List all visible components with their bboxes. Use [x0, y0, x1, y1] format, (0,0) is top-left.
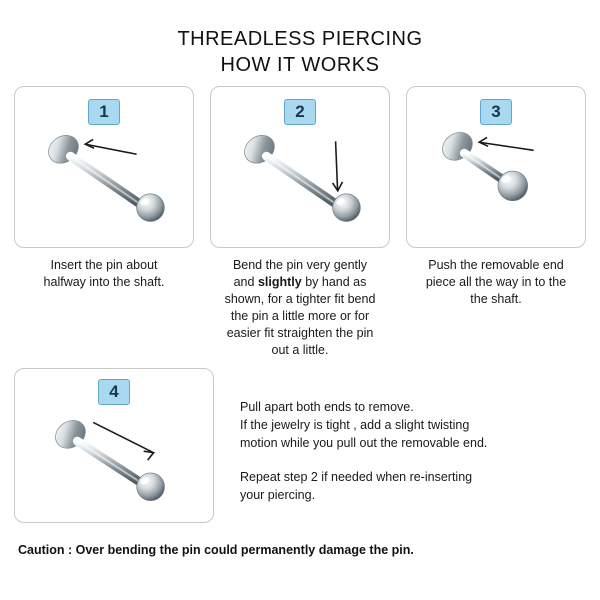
step-4-p2-line-2: your piercing. [240, 488, 316, 502]
step-2-caption-line-1: Bend the pin very gently [232, 258, 368, 272]
page-title-line-1: THREADLESS PIERCING [177, 28, 423, 50]
step-2-caption-bold: slightly [257, 275, 302, 289]
step-4-section [14, 368, 586, 523]
step-3-illustration [407, 87, 585, 247]
step-3-caption-line-2: piece all the way in to the [425, 275, 567, 289]
step-3-panel [406, 86, 586, 248]
step-3-badge: 3 [480, 99, 512, 125]
step-2-caption-line-3: shown, for a tighter fit bend [224, 292, 376, 306]
step-1-illustration [15, 87, 193, 247]
step-3-caption [406, 257, 586, 308]
step-2-caption-line-2-post: by hand as [305, 275, 367, 289]
step-4-p1-line-3: motion while you pull out the removable end. [240, 436, 488, 450]
step-2-badge: 2 [284, 99, 316, 125]
step-1-caption-line-2: halfway into the shaft. [43, 275, 165, 289]
step-2-caption [210, 257, 390, 359]
page-title-line-2: HOW IT WORKS [220, 54, 380, 76]
step-4-p1-line-2: If the jewelry is tight , add a slight twisting [240, 418, 470, 432]
step-2-caption-line-2-pre: and [233, 275, 255, 289]
step-3-caption-line-1: Push the removable end [428, 258, 564, 272]
step-2-caption-line-6: out a little. [271, 343, 329, 357]
step-4-text [240, 368, 487, 504]
step-1-caption-line-1: Insert the pin about [50, 258, 158, 272]
step-1-badge: 1 [88, 99, 120, 125]
step-3-caption-line-3: the shaft. [470, 292, 522, 306]
step-2-illustration [211, 87, 389, 247]
step-3 [406, 86, 586, 359]
step-4-panel [14, 368, 214, 523]
steps-row [0, 86, 600, 359]
caution-note: Caution : Over bending the pin could permanently damage the pin. [18, 543, 414, 557]
step-2-caption-line-5: easier fit straighten the pin [226, 326, 374, 340]
step-1-panel [14, 86, 194, 248]
step-4-p1-line-1: Pull apart both ends to remove. [240, 400, 414, 414]
step-2 [210, 86, 390, 359]
step-1 [14, 86, 194, 359]
step-2-caption-line-4: the pin a little more or for [230, 309, 370, 323]
step-4-paragraph-2 [240, 468, 487, 504]
step-4-illustration [15, 369, 213, 522]
step-4-badge: 4 [98, 379, 130, 405]
step-4-paragraph-1 [240, 398, 487, 452]
step-1-caption [14, 257, 194, 291]
page-title [0, 0, 600, 78]
step-2-panel [210, 86, 390, 248]
step-4-p2-line-1: Repeat step 2 if needed when re-inserting [240, 470, 473, 484]
